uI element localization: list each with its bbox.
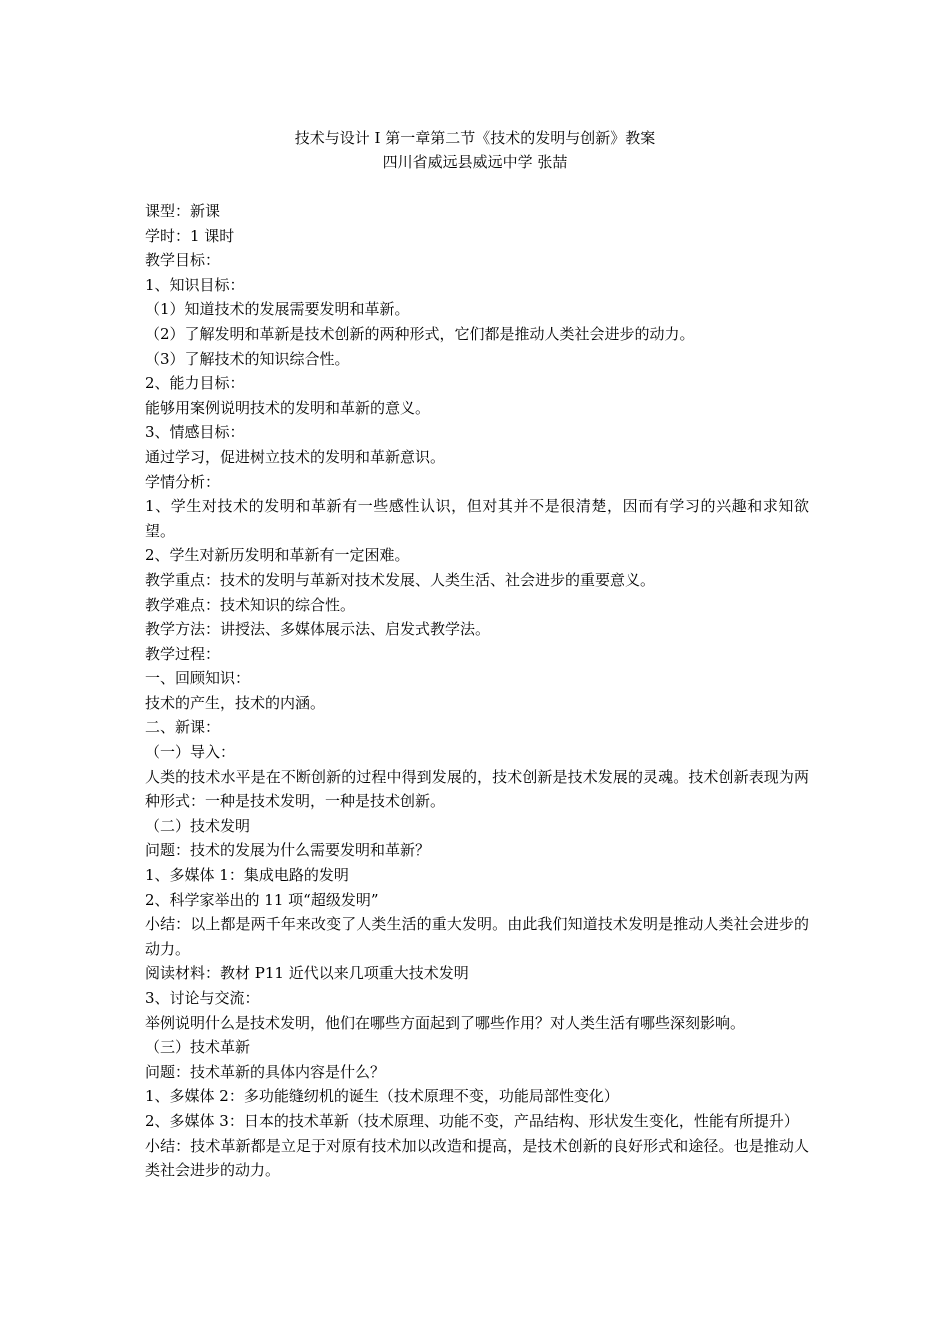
paragraph: 2、科学家举出的 11 项“超级发明” <box>145 890 379 909</box>
paragraph: 学时：1 课时 <box>145 226 235 245</box>
paragraph: 学情分析： <box>145 472 221 491</box>
paragraph: 2、能力目标： <box>145 374 245 393</box>
paragraph: 教学目标： <box>145 251 221 270</box>
paragraph: （2）了解发明和革新是技术创新的两种形式，它们都是推动人类社会进步的动力。 <box>145 324 695 343</box>
paragraph: 教学过程： <box>145 644 221 663</box>
paragraph: （1）知道技术的发展需要发明和革新。 <box>145 300 410 319</box>
paragraph: 举例说明什么是技术发明，他们在哪些方面起到了哪些作用？对人类生活有哪些深刻影响。 <box>145 1013 746 1032</box>
paragraph: 1、多媒体 1：集成电路的发明 <box>145 866 349 885</box>
paragraph: 2、学生对新历发明和革新有一定困难。 <box>145 546 410 565</box>
paragraph: （三）技术革新 <box>145 1038 251 1057</box>
document-header <box>0 126 950 174</box>
paragraph: 3、情感目标： <box>145 423 245 442</box>
paragraph: （一）导入： <box>145 743 236 762</box>
document-body <box>145 199 809 1183</box>
paragraph: 二、新课： <box>145 718 221 737</box>
paragraph: 2、多媒体 3：日本的技术革新（技术原理、功能不变，产品结构、形状发生变化，性能有所提升） <box>145 1111 799 1130</box>
paragraph: 阅读材料：教材 P11 近代以来几项重大技术发明 <box>145 964 469 983</box>
paragraph: （二）技术发明 <box>145 816 251 835</box>
paragraph: 1、多媒体 2：多功能缝纫机的诞生（技术原理不变，功能局部性变化） <box>145 1087 619 1106</box>
paragraph: （3）了解技术的知识综合性。 <box>145 349 350 368</box>
paragraph: 小结：技术革新都是立足于对原有技术加以改造和提高，是技术创新的良好形式和途径。也是推动人类社会进步的动力。 <box>145 1136 809 1180</box>
paragraph: 小结：以上都是两千年来改变了人类生活的重大发明。由此我们知道技术发明是推动人类社会进步的动力。 <box>145 915 809 958</box>
paragraph: 问题：技术的发展为什么需要发明和革新？ <box>145 841 431 860</box>
paragraph: 技术的产生，技术的内涵。 <box>145 693 326 712</box>
paragraph: 1、学生对技术的发明和革新有一些感性认识，但对其并不是很清楚，因而有学习的兴趣和求知欲望。 <box>145 497 809 540</box>
paragraph: 教学方法：讲授法、多媒体展示法、启发式教学法。 <box>145 620 491 639</box>
author-line: 四川省威远县威远中学 张喆 <box>382 153 568 171</box>
paragraph: 教学难点：技术知识的综合性。 <box>145 595 356 614</box>
document-title: 技术与设计 I 第一章第二节《技术的发明与创新》教案 <box>294 129 656 147</box>
paragraph: 一、回顾知识： <box>145 669 251 688</box>
paragraph: 问题：技术革新的具体内容是什么？ <box>145 1062 386 1081</box>
paragraph: 通过学习，促进树立技术的发明和革新意识。 <box>145 447 446 466</box>
paragraph: 课型：新课 <box>145 202 221 220</box>
paragraph: 能够用案例说明技术的发明和革新的意义。 <box>145 398 431 417</box>
paragraph: 人类的技术水平是在不断创新的过程中得到发展的，技术创新是技术发展的灵魂。技术创新表现为两种形式：一种是技术发明，一种是技术创新。 <box>145 767 809 811</box>
paragraph: 3、讨论与交流： <box>145 989 260 1007</box>
paragraph: 1、知识目标： <box>145 275 245 294</box>
paragraph: 教学重点：技术的发明与革新对技术发展、人类生活、社会进步的重要意义。 <box>145 570 656 589</box>
